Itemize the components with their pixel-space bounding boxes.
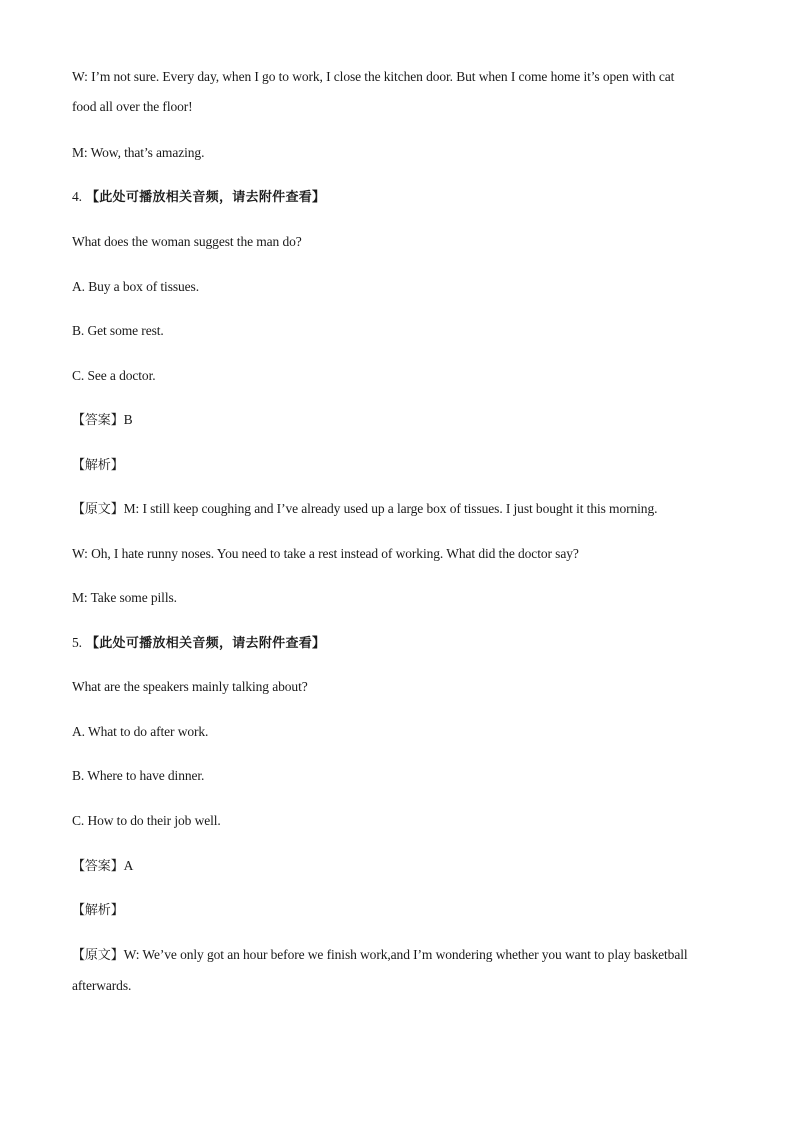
dialogue-text: food all over the floor! xyxy=(72,99,193,114)
original-text: W: We’ve only got an hour before we finish work,and I’m wondering whether you want to play basketball xyxy=(123,947,688,962)
analysis-label: 【解析】 xyxy=(72,458,124,473)
dialogue-text: W: I’m not sure. Every day, when I go to work, I close the kitchen door. But when I come home it’s open with cat xyxy=(72,69,675,84)
question-5-header xyxy=(72,635,732,652)
question-number: 5. xyxy=(72,635,82,650)
audio-placeholder-link[interactable]: 【此处可播放相关音频，请去附件查看】 xyxy=(85,190,326,205)
option-text: C. See a doctor. xyxy=(72,368,156,383)
question-4-dialogue-w xyxy=(72,546,732,562)
original-label: 【原文】 xyxy=(72,502,124,517)
original-text: afterwards. xyxy=(72,978,132,993)
option-text: B. Where to have dinner. xyxy=(72,768,205,783)
question-number: 4. xyxy=(72,189,82,204)
question-4-original xyxy=(72,501,732,518)
question-text: What does the woman suggest the man do? xyxy=(72,234,302,249)
answer-label: 【答案】 xyxy=(72,859,124,874)
dialogue-line-continuation xyxy=(72,99,732,115)
question-4-option-b xyxy=(72,323,732,339)
analysis-label: 【解析】 xyxy=(72,903,124,918)
question-4-answer xyxy=(72,412,732,429)
dialogue-line-m xyxy=(72,145,732,161)
question-text: What are the speakers mainly talking about? xyxy=(72,679,308,694)
original-text: M: I still keep coughing and I’ve already used up a large box of tissues. I just bought it this morning. xyxy=(123,501,658,516)
answer-value: B xyxy=(123,412,133,427)
answer-value: A xyxy=(123,858,134,873)
question-4-analysis xyxy=(72,457,732,474)
option-text: B. Get some rest. xyxy=(72,323,164,338)
question-5-option-b xyxy=(72,768,732,784)
question-4-stem xyxy=(72,234,732,250)
original-label: 【原文】 xyxy=(72,948,124,963)
question-4-option-a xyxy=(72,279,732,295)
dialogue-text: M: Wow, that’s amazing. xyxy=(72,145,205,160)
question-5-analysis xyxy=(72,902,732,919)
dialogue-text: M: Take some pills. xyxy=(72,590,177,605)
audio-placeholder-link[interactable]: 【此处可播放相关音频，请去附件查看】 xyxy=(85,636,326,651)
dialogue-text: W: Oh, I hate runny noses. You need to take a rest instead of working. What did the doctor say? xyxy=(72,546,579,561)
question-5-original-continuation xyxy=(72,978,732,994)
question-4-header xyxy=(72,189,732,206)
question-5-stem xyxy=(72,679,732,695)
option-text: A. Buy a box of tissues. xyxy=(72,279,199,294)
question-5-option-c xyxy=(72,813,732,829)
question-5-original xyxy=(72,947,732,964)
question-4-option-c xyxy=(72,368,732,384)
question-5-answer xyxy=(72,858,732,875)
question-5-option-a xyxy=(72,724,732,740)
dialogue-line-w xyxy=(72,69,732,85)
option-text: C. How to do their job well. xyxy=(72,813,221,828)
question-4-dialogue-m xyxy=(72,590,732,606)
option-text: A. What to do after work. xyxy=(72,724,209,739)
answer-label: 【答案】 xyxy=(72,413,124,428)
